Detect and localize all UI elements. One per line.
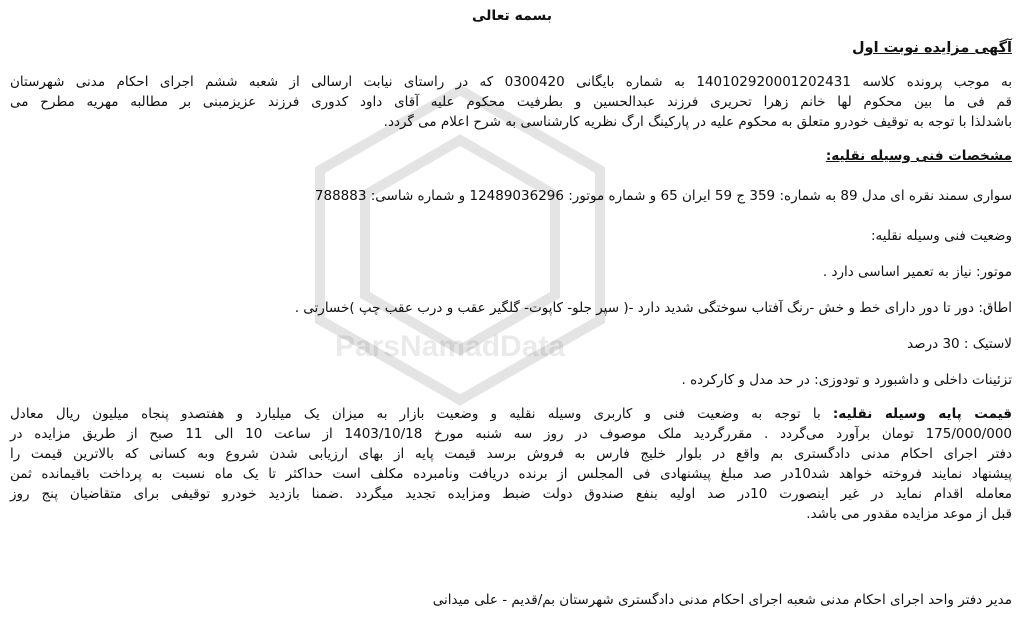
notice-heading: آگهی مزایده نوبت اول xyxy=(851,40,1012,56)
signature-line: مدیر دفتر واحد اجرای احکام مدنی شعبه اجرای احکام مدنی دادگستری شهرستان بم/قدیم - علی میدانی xyxy=(432,592,1012,608)
engine-condition: موتور: نیاز به تعمیر اساسی دارد . xyxy=(822,264,1012,280)
tire-condition: لاستیک : 30 درصد xyxy=(907,336,1012,352)
price-line-1 xyxy=(10,404,1012,424)
price-line-2: 175/000/000 تومان برآورد می‌گردد . مقررگردید ملک موصوف در روز سه شنبه مورخ 1403/10/18 از ساعت 10 الی 11 صبح از طریق مزایده در xyxy=(10,426,1012,442)
watermark-brand: ParsNamadData xyxy=(334,330,566,363)
bismillah-title: بسمه تعالی xyxy=(471,8,553,24)
price-line-4: پیشنهاد نمایند فروخته خواهد شد10در صد مبلغ پیشنهادی فی المجلس از برنده دریافت ونامبرده مکلف است حداکثر تا یک ماه نسبت به پرداخت باقیمانده ثمن xyxy=(10,466,1013,482)
specs-heading: مشخصات فنی وسیله نقلیه: xyxy=(825,148,1012,164)
price-line-3: دفتر اجرای احکام مدنی دادگستری بم واقع در بلوار خلیج فارس به فروش برسد قیمت پایه از بهای ارزیابی شدن شروع وبه کسانی که بالاترین قیمت را xyxy=(10,446,1012,462)
vehicle-details: سواری سمند نقره ای مدل 89 به شماره: 359 ج 59 ایران 65 و شماره موتور: 12489036296 و شماره شاسی: 788883 xyxy=(314,188,1012,204)
intro-line-2: قم فی ما بین محکوم لها خانم زهرا تحریری فرزند عبدالحسین و بطرفیت محکوم علیه آقای داود کدوری فرزند عزیزمبنی بر مطالبه مهریه مطرح می xyxy=(10,94,1012,110)
intro-line-3: باشدلذا با توجه به توقیف خودرو متعلق به محکوم علیه در پارکینگ ارگ نظریه کارشناسی به شرح اعلام می گردد. xyxy=(383,114,1012,130)
price-line-6: قبل از موعد مزایده مقدور می باشد. xyxy=(806,506,1012,522)
price-line-5: معامله اقدام نماید در غیر اینصورت 10در صد اولیه بنفع صندوق دولت ضبط ومزایده تجدید میگردد .ضمنا بازدید خودرو توقیفی برای متقاضیان پنج روز xyxy=(10,486,1012,502)
price-label: قیمت پایه وسیله نقلیه: xyxy=(832,406,1012,422)
intro-line-1: به موجب پرونده کلاسه 14010292000120243‌1 به شماره بایگانی 0300420 که در راستای نیابت ارسالی از شعبه ششم اجرای احکام مدنی شهرستان xyxy=(10,74,1012,90)
condition-heading: وضعیت فنی وسیله نقلیه: xyxy=(870,228,1012,244)
price-line-1-text: با توجه به وضعیت فنی و کاربری وسیله نقلیه و وضعیت بازار به میزان یک میلیارد و هفتصدو پنجاه میلیون ریال معادل xyxy=(10,406,833,422)
interior-condition: تزئینات داخلی و داشبورد و تودوزی: در حد مدل و کارکرده . xyxy=(681,372,1012,388)
cabin-condition: اطاق: دور تا دور دارای خط و خش -رنگ آفتاب سوختگی شدید دارد -( سپر جلو- کاپوت- گلگیر عقب و درب عقب چپ )خسارتی . xyxy=(294,300,1012,316)
